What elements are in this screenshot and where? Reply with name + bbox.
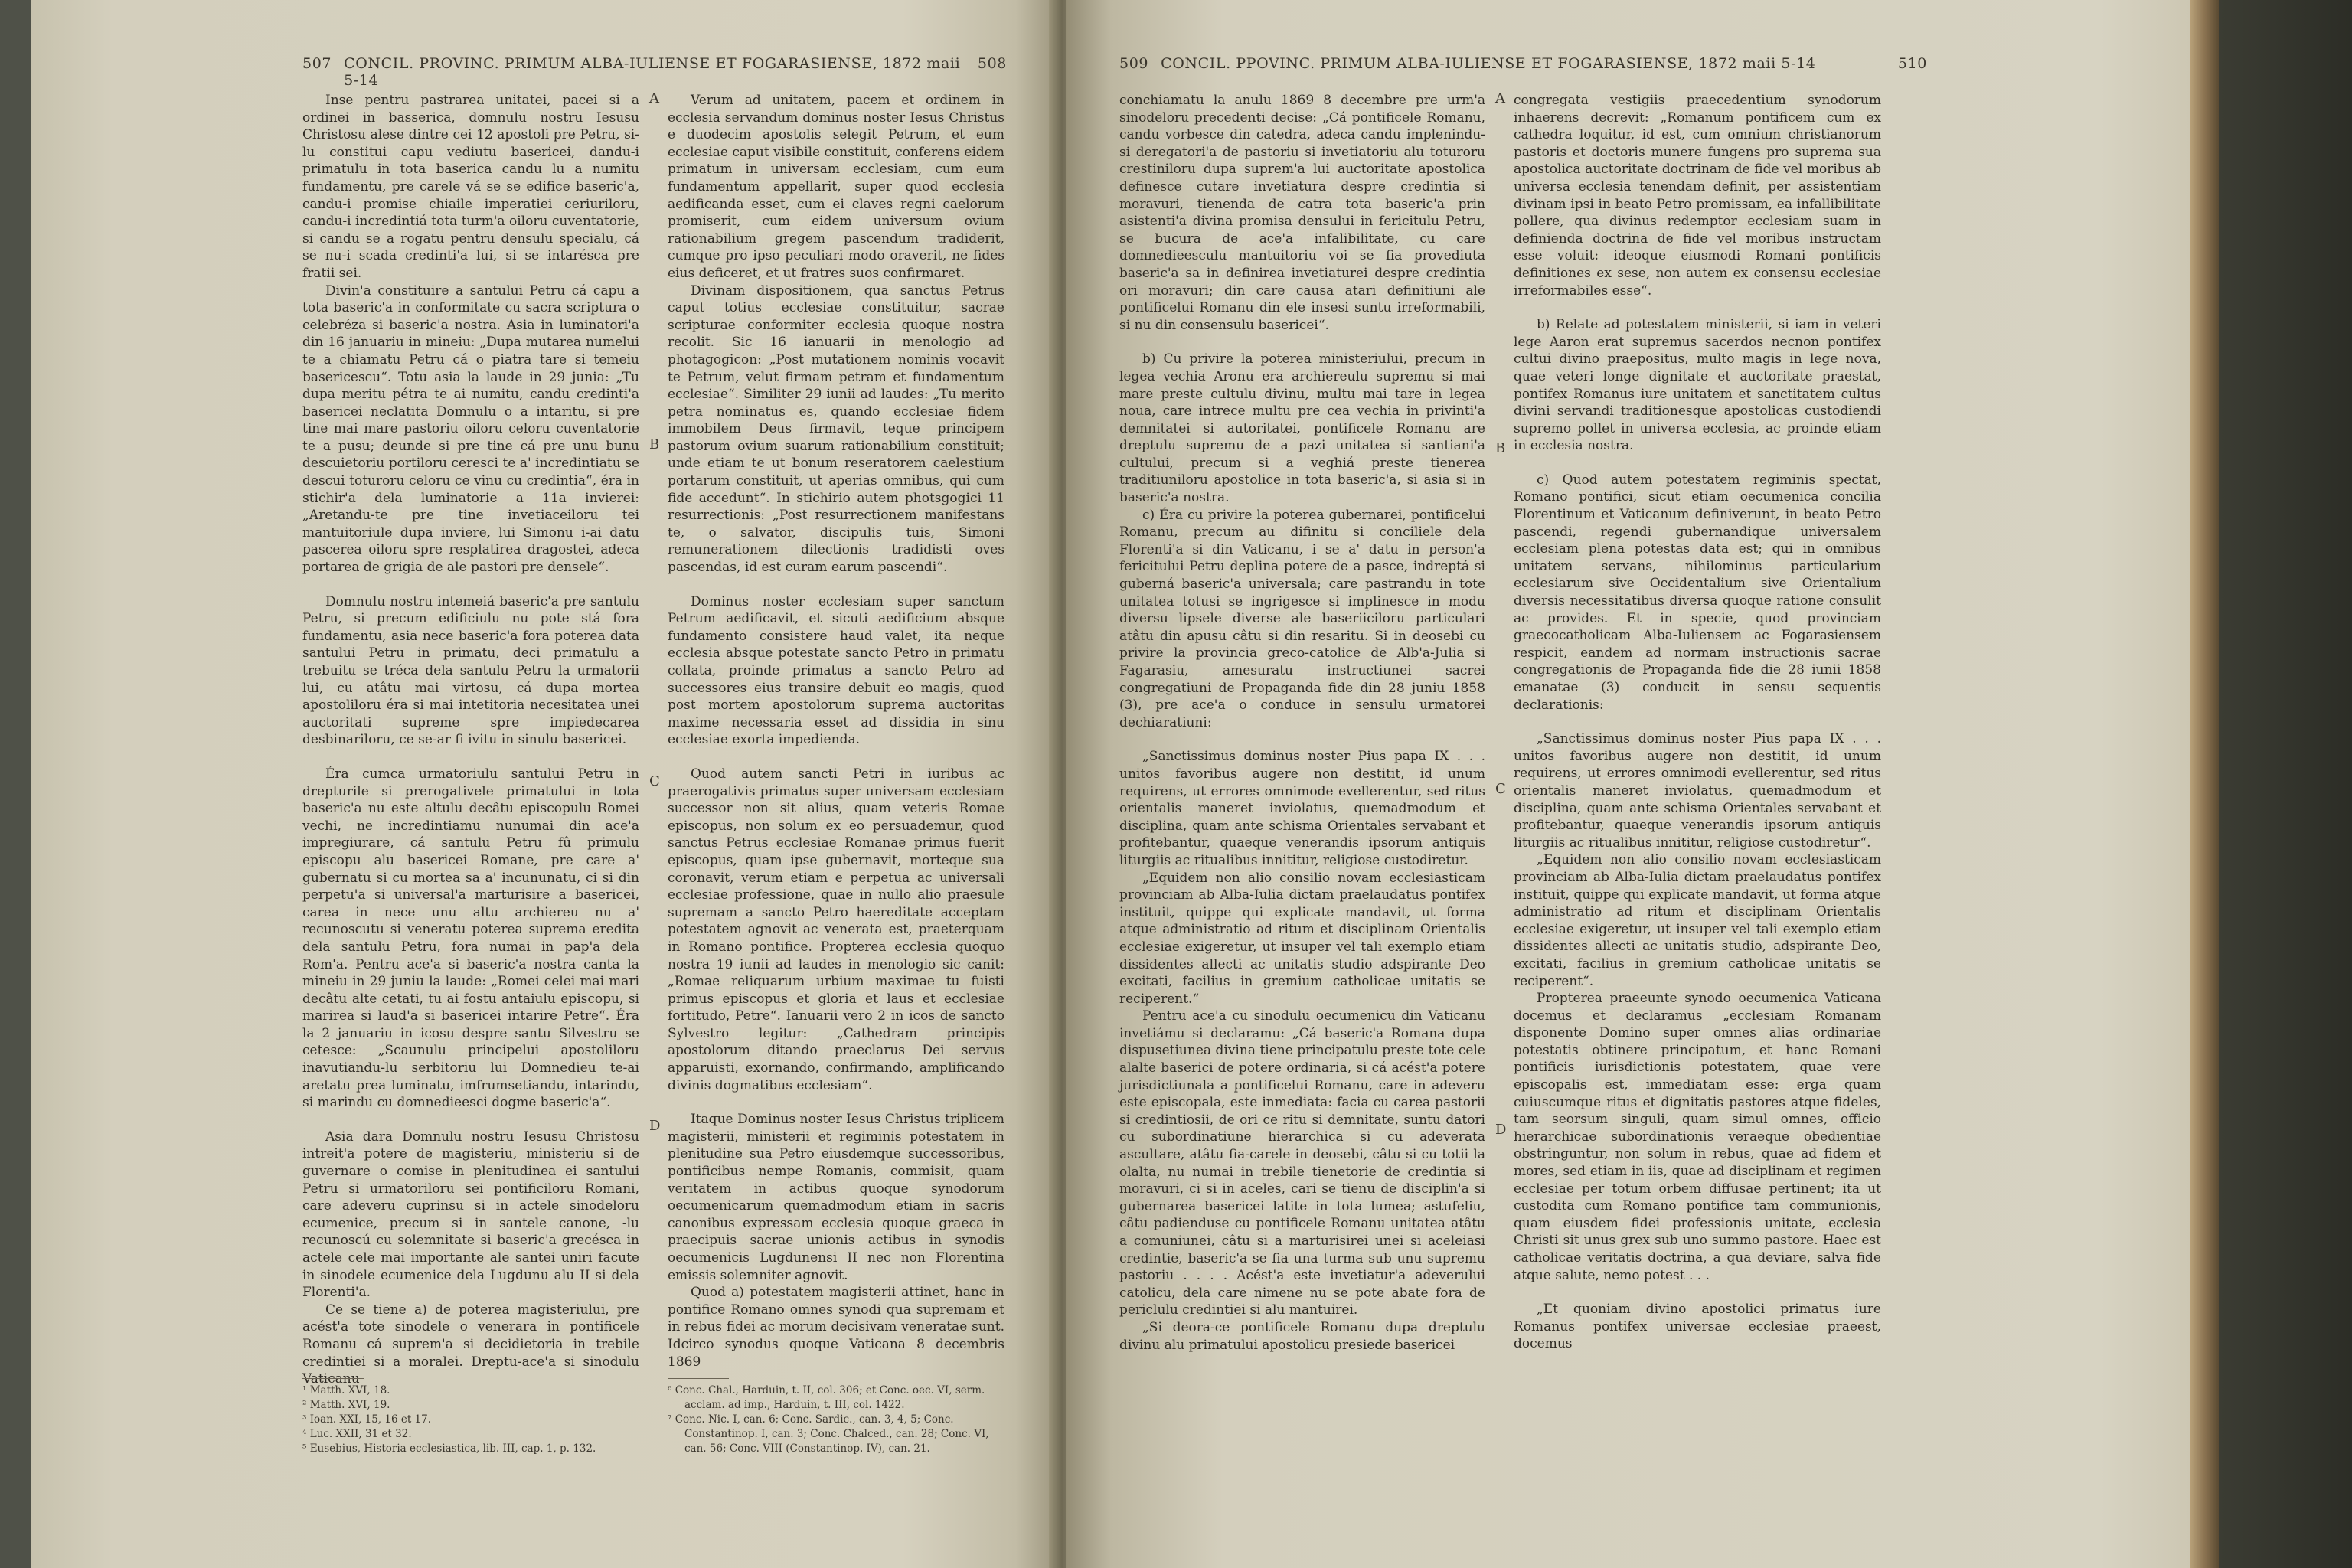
paragraph: c) Éra cu privire la poterea gubernarei, pontificelui Romanu, precum au difinitu si conciliele dela Florenti'a si din Vaticanu, i se a' datu in person'a fericitului Petru deplina potere de a pasce, indreptá si guberná baseric'a universala; care pastrandu in tote unitatea totusi se ingrigesce si implinesce in modu diversu lipsele diverse ale baseriiciloru particulari atâtu din apusu câtu si din resaritu. Si in deosebi cu privire la provincia greco-catolice de Alb'a-Julia si Fagarasiu, amesuratu instructiunei sacrei congregatiuni de Propaganda fide din 28 juniu 1858 (3), pre ace'a o conduce in sensulu urmatorei dechiaratiuni: — [1119, 507, 1485, 730]
margin-marker-d: D — [649, 1118, 661, 1134]
footnote: ² Matth. XVI, 19. — [302, 1399, 390, 1411]
margin-marker-a: A — [1495, 90, 1505, 106]
footnote: ⁶ Conc. Chal., Harduin, t. II, col. 306; et Conc. oec. VI, serm. acclam. ad imp., Harduin, t. III, col. 1422. — [668, 1384, 985, 1411]
margin-marker-b: B — [1495, 440, 1506, 456]
page-block-edge — [2190, 0, 2219, 1568]
paragraph: Dominus noster ecclesiam super sanctum Petrum aedificavit, et sicuti aedificium absque fundamento consistere haud valet, ita neque ecclesia absque potestate sancto Petro in primatu collata, proinde primatus a sancto Petro ad successores eius transire debuit eo magis, quod post mortem apostolorum suprema auctoritas maxime necessaria esset ad dissidia in sinu ecclesiae exorta impedienda. — [668, 593, 1004, 748]
paragraph: b) Cu privire la poterea ministeriului, precum in legea vechia Aronu era archiereulu supremu si mai mare preste cultulu divinu, multu mai tare in legea noua, care intrece multu pre cea vechia in privinti'a demnitatei si autoritatei, pontificele Romanu are dreptulu supremu de a pazi unitatea si santiani'a cultului, precum si a veghiá preste tienerea traditiuniloru apostolice in tota baseric'a, si asia si in baseric'a nostra. — [1119, 351, 1485, 506]
paragraph: Propterea praeeunte synodo oecumenica Vaticana docemus et declaramus „ecclesiam Romanam disponente Domino super omnes alias ordinariae potestatis obtinere principatum, et hanc Romani pontificis iurisdictionis potestatem, quae vere episcopalis est, immediatam esse: erga quam cuiuscumque ritus et dignitatis pastores atque fideles, tam seorsum singuli, quam simul omnes, officio hierarchicae subordinationis veraeque obedientiae obstringuntur, non solum in rebus, quae ad fidem et mores, sed etiam in iis, quae ad disciplinam et regimen ecclesiae per totum orbem diffusae pertinent; ita ut custodita cum Romano pontifice tam communionis, quam eiusdem fidei professionis unitate, ecclesia Christi sit unus grex sub uno summo pastore. Haec est catholicae veritatis doctrina, a qua deviare, salva fide atque salute, nemo potest . . . — [1514, 991, 1881, 1283]
paragraph: conchiamatu la anulu 1869 8 decembre pre urm'a sinodeloru precedenti decise: „Cá pontificele Romanu, candu vorbesce din catedra, adeca candu implenindu-si deregatori'a de pastoriu si invetiatoriu alu toturoru crestiniloru dupa suprem'a lui auctoritate apostolica definesce cutare invetiatura despre credintia si moravuri, tienenda de catra tota baseric'a prin asistenti'a divina promisa densului in fericitulu Petru, se bucura de ace'a infalibilitate, cu care domnedieesculu mantuitoriu voi se fia provediuta baseric'a sa in definirea invetiaturei despre credintia ori moravuri; din care causa atari definitiuni ale pontificelui Romanu din ele insesi suntu irreformabili, si nu din consensulu basericei“. — [1119, 93, 1485, 333]
right-running-title: CONCIL. PPOVINC. PRIMUM ALBA-IULIENSE ET FOGARASIENSE, 1872 maii 5-14 — [1161, 55, 1816, 72]
left-column-latin — [668, 92, 1004, 1370]
paragraph: Divinam dispositionem, qua sanctus Petrus caput totius ecclesiae constituitur, sacrae scripturae conformiter ecclesia quoque nostra recolit. Sic 16 ianuarii in menologio ad photagogicon: „Post mutationem nominis vocavit te Petrum, velut firmam petram et fundamentum ecclesiae“. Similiter 29 iunii ad laudes: „Tu merito petra nominatus es, quando ecclesiae fidem immobilem Deus firmavit, teque principem pastorum ovium suarum rationabilium constituit; unde etiam te ut bonum reseratorem caelestium portarum constituit, ut aperias omnibus, qui cum fide accedunt“. In stichirio autem photsgogici 11 resurrectionis: „Post resurrectionem manifestans te, o salvator, discipulis tuis, Simoni remunerationem dilectionis tradidisti oves pascendas, id est curam earum pascendi“. — [668, 283, 1004, 576]
right-column-romanian — [1119, 92, 1485, 1354]
footnote: ⁷ Conc. Nic. I, can. 6; Conc. Sardic., can. 3, 4, 5; Conc. Constantinop. I, can. 3; Conc. Chalced., can. 28; Conc. VI, can. 56; Conc. VIII (Constantinop. IV), can. 21. — [668, 1413, 989, 1455]
paragraph: Itaque Dominus noster Iesus Christus triplicem magisterii, ministerii et regiminis potestatem in plenitudine sua Petro eiusdemque successoribus, pontificibus nempe Romanis, commisit, quam veritatem in actibus quoque synodorum oecumenicarum quemadmodum etiam in sacris canonibus expressam ecclesia quoque graeca in praecipuis sacrae unionis actibus in synodis oecumenicis Lugdunensi II nec non Florentina emissis solemniter agnovit. — [668, 1112, 1004, 1283]
paragraph: „Sanctissimus dominus noster Pius papa IX . . . unitos favoribus augere non destitit, id unum requirens, ut errores omnimode evellerentur, sed ritus orientalis maneret inviolatus, quemadmodum et disciplina, quam ante schisma Orientales servabant et profitebantur, quaeque venerandis ipsorum antiquis liturgiis ac ritualibus innititur, religiose custodiretur. — [1119, 749, 1485, 868]
right-page-number-2: 510 — [1897, 55, 1927, 72]
paragraph: Pentru ace'a cu sinodulu oecumenicu din Vaticanu invetiámu si declaramu: „Cá baseric'a Romana dupa dispusetiunea divina tiene principatulu preste tote cele alalte baserici de potere ordinaria, si cá acést'a potere jurisdictiunala a pontificelui Romanu, care in adeveru este episcopala, este inmediata: facia cu carea pastorii si credintiosii, de ori ce ritu si demnitate, suntu datori cu subordinatiune hierarchica si cu adeverata ascultare, atâtu fia-carele in deosebi, câtu si cu totii la olalta, nu numai in trebile tienetorie de credintia si moravuri, ci si in aceles, cari se tienu de disciplin'a si gubernarea basericei latite in tota lumea; astufeliu, câtu padienduse cu pontificele Romanu unitatea atâtu a comuniunei, câtu si a marturisirei unei si aceleiasi credintie, baseric'a se fia una turma sub unu supremu pastoriu . . . . Acést'a este invetiatur'a adeverului catolicu, dela care nimene nu se pote abate fora de periclulu credintiei si alu mantuirei. — [1119, 1008, 1485, 1318]
paragraph: „Et quoniam divino apostolici primatus iure Romanus pontifex universae ecclesiae praeest, docemus — [1514, 1302, 1881, 1352]
footnote: ⁵ Eusebius, Historia ecclesiastica, lib. III, cap. 1, p. 132. — [302, 1442, 596, 1455]
right-page-number: 509 — [1119, 55, 1149, 72]
paragraph: „Si deora-ce pontificele Romanu dupa dreptulu divinu alu primatului apostolicu presiede basericei — [1119, 1319, 1485, 1353]
right-page — [1066, 0, 2190, 1568]
paragraph: b) Relate ad potestatem ministerii, si iam in veteri lege Aaron erat supremus sacerdos necnon pontifex cultui divino praepositus, multo magis in lege nova, quae veteri longe dignitate et auctoritate praestat, pontifex Romanus iure unitatem et sanctitatem cultus divini servandi traditionesque apostolicas custodiendi supremo pollet in universa ecclesia, ac proinde etiam in ecclesia nostra. — [1514, 317, 1881, 454]
footnote-rule — [302, 1378, 364, 1379]
paragraph: Quod a) potestatem magisterii attinet, hanc in pontifice Romano omnes synodi qua supremam et in rebus fidei ac morum decisivam veneratae sunt. Idcirco synodus quoque Vaticana 8 decembris 1869 — [668, 1285, 1004, 1370]
paragraph: Divin'a constituire a santului Petru cá capu a tota baseric'a in conformitate cu sacra scriptura o celebréza si baseric'a nostra. Asia in luminatori'a din 16 januariu in mineiu: „Dupa mutarea numelui te a chiamatu Petru cá o piatra tare si temeiu basericescu“. Totu asia la laude in 29 junia: „Tu dupa meritu pétra te ai numitu, candu credinti'a basericei neclatita Domnulu o a intaritu, si pre tine mai mare pastoriu oiloru celoru cuventatorie te a pusu; deunde si pre tine cá pre unu bunu descuietoriu portiloru ceresci te a' incredintiatu se descui toturoru celoru ce vinu cu credintia“, éra in stichir'a dela luminatorie a 11a invierei: „Aretandu-te pre tine invetiaceiloru tei mantuitoriule dupa inviere, lui Simonu i-ai datu pascerea oiloru spre resplatirea dragostei, adeca portarea de grigia de ale pastori pre densele“. — [302, 283, 639, 576]
left-running-title: CONCIL. PROVINC. PRIMUM ALBA-IULIENSE ET FOGARASIENSE, 1872 maii 5-14 — [344, 55, 961, 89]
paragraph: c) Quod autem potestatem regiminis spectat, Romano pontifici, sicut etiam oecumenica concilia Florentinum et Vaticanum definiverunt, in beato Petro pascendi, regendi gubernandique universalem ecclesiam plena potestas data est; qui in omnibus unitatem servans, nihilominus particularium ecclesiarum sive Occidentalium sive Orientalium diversis necessitatibus diversa quoque ratione consulit ac provides. Et in specie, quod provinciam graecocatholicam Alba-Iuliensem ac Fogarasiensem respicit, eandem ad normam instructionis sacrae congregationis de Propaganda fide die 28 iunii 1858 emanatae (3) conducit in sensu sequentis declarationis: — [1514, 472, 1881, 713]
left-column-romanian — [302, 92, 639, 1388]
paragraph: „Equidem non alio consilio novam ecclesiasticam provinciam ab Alba-Iulia dictam praelaudatus pontifex instituit, quippe qui explicate mandavit, ut forma atque administratio ad ritum et disciplinam Orientalis ecclesiae exigeretur, ut insuper vel tali exemplo etiam dissidentes allecti ac unitatis studio adspirante Deo excitati, facilius in gremium catholicae unitatis se reciperent.“ — [1119, 870, 1485, 1007]
right-column-latin — [1514, 92, 1881, 1353]
paragraph: Asia dara Domnulu nostru Iesusu Christosu intreit'a potere de magisteriu, ministeriu si de guvernare o comise in plenitudinea ei santului Petru si urmatoriloru sei pontificiloru Romani, care adeveru cuprinsu si in actele sinodeloru ecumenice, precum si in santele canone, -lu recunoscú cu solemnitate si baseric'a grecésca in actele cele mai importante ale santei uniri facute in sinodele ecumenice dela Lugdunu alu II si dela Florenti'a. — [302, 1129, 639, 1301]
footnote-rule — [668, 1378, 729, 1379]
left-footnotes-latin — [668, 1378, 1004, 1456]
footnote: ¹ Matth. XVI, 18. — [302, 1384, 390, 1396]
footnote: ³ Ioan. XXI, 15, 16 et 17. — [302, 1413, 432, 1426]
left-running-head — [302, 55, 1007, 89]
margin-marker-a: A — [649, 90, 659, 106]
left-page-number-2: 508 — [977, 55, 1007, 72]
paragraph: Éra cumca urmatoriulu santului Petru in drepturile si prerogativele primatului in tota baseric'a nu este altulu decâtu episcopulu Romei vechi, ne incredintiamu nunumai din ace'a impregiurare, cá santulu Petru fû primulu episcopu alu basericei Romane, pre care a' gubernatu si cu mortea sa a' incununatu, ci si din perpetu'a si universal'a marturisire a basericei, carea in nece unu altu archiereu nu a' recunoscutu si veneratu poterea suprema eredita dela santulu Petru, fora numai in pap'a dela Rom'a. Pentru ace'a si baseric'a nostra canta la mineiu in 29 juniu la laude: „Romei celei mai mari decâtu alte cetati, tu ai fostu antaiulu episcopu, si marirea si laud'a si basericei intarire Petre“. Éra la 2 januariu in icosu despre santu Silvestru se cetesce: „Scaunulu principelui apostoliloru inavutiandu-lu serbitoriu lui Domnedieu te-ai aretatu prea luminatu, imfrumsetiandu, intarindu, si marindu cu domnedieesci dogme baseric'a“. — [302, 766, 639, 1111]
book-cover-right — [2219, 0, 2352, 1568]
margin-marker-d: D — [1495, 1122, 1507, 1138]
footnote: ⁴ Luc. XXII, 31 et 32. — [302, 1428, 412, 1440]
left-page-number: 507 — [302, 55, 332, 72]
paragraph: Quod autem sancti Petri in iuribus ac praerogativis primatus super universam ecclesiam successor non sit alius, quam veteris Romae episcopus, non solum ex eo persuademur, quod sanctus Petrus ecclesiae Romanae primus fuerit episcopus, quam ipse gubernavit, morteque sua coronavit, verum etiam e perpetua ac universali ecclesiae professione, quae in nullo alio praesule supremam a sancto Petro haereditate acceptam potestatem agnovit ac venerata est, praeterquam in Romano pontifice. Propterea ecclesia quoquo nostra 19 iunii ad laudes in menologio sic canit: „Romae reliquarum urbium maximae tu fuisti primus episcopus et gloria et laus et ecclesiae fortitudo, Petre“. Ianuarii vero 2 in icos de sancto Sylvestro legitur: „Cathedram principis apostolorum ditando praeclarus Dei servus apparuisti, exornando, confirmando, amplificando divinis dogmatibus ecclesiam“. — [668, 766, 1004, 1093]
paragraph: Ce se tiene a) de poterea magisteriului, pre acést'a tote sinodele o venerara in pontificele Romanu cá suprem'a si decidietoria in trebile credintiei si a moralei. Dreptu-ace'a si sinodulu Vaticanu — [302, 1302, 639, 1387]
paragraph: congregata vestigiis praecedentium synodorum inhaerens decrevit: „Romanum pontificem cum ex cathedra loquitur, id est, cum omnium christianorum pastoris et doctoris munere fungens pro suprema sua apostolica auctoritate doctrinam de fide vel moribus ab universa ecclesia tenendam definit, per assistentiam divinam ipsi in beato Petro promissam, ea infallibilitate pollere, qua divinus redemptor ecclesiam suam in definienda doctrina de fide vel moribus instructam esse voluit: ideoque eiusmodi Romani pontificis definitiones ex sese, non autem ex consensu ecclesiae irreformabiles esse“. — [1514, 93, 1881, 299]
left-page — [31, 0, 1057, 1568]
paragraph: Verum ad unitatem, pacem et ordinem in ecclesia servandum dominus noster Iesus Christus e duodecim apostolis selegit Petrum, et eum ecclesiae caput visibile constituit, conferens eidem primatum in universam ecclesiam, cum eum fundamentum appellarit, super quod ecclesia aedificanda esset, cum ei claves regni caelorum promiserit, cum eidem universum ovium rationabilium gregem pascendum tradiderit, cumque pro ipso peculiari modo oraverit, ne fides eius deficeret, et ut fratres suos confirmaret. — [668, 93, 1004, 281]
margin-marker-c: C — [1495, 781, 1506, 797]
left-footnotes-romanian — [302, 1378, 639, 1456]
paragraph: „Sanctissimus dominus noster Pius papa IX . . . unitos favoribus augere non destitit, id unum requirens, ut errores omnimodi evellerentur, sed ritus orientalis maneret inviolatus, quemadmodum et disciplina, quam ante schisma Orientales servabant et profitebantur, quaeque venerandis ipsorum antiquis liturgiis ac ritualibus innititur, religiose custodiretur“. — [1514, 731, 1881, 851]
right-running-head — [1119, 55, 1927, 78]
paragraph: „Equidem non alio consilio novam ecclesiasticam provinciam ab Alba-Iulia dictam praelaudatus pontifex instituit, quippe qui explicate mandavit, ut forma atque administratio ad ritum et disciplinam Orientalis ecclesiae exigeretur, ut insuper vel tali exemplo etiam dissidentes allecti ac unitatis studio, adspirante Deo, excitati, facilius in gremium catholicae unitatis se reciperent“. — [1514, 852, 1881, 989]
margin-marker-c: C — [649, 773, 660, 789]
margin-marker-b: B — [649, 436, 660, 452]
paragraph: Inse pentru pastrarea unitatei, pacei si a ordinei in basserica, domnulu nostru Iesusu Christosu alese dintre cei 12 apostoli pre Petru, si-lu constitui capu vediutu basericei, dandu-i primatulu in tota baserica candu lu a numitu fundamentu, pre carele vá se se edifice baseric'a, candu-i promise chiaile imperatiei ceriuriloru, candu-i incredintiá tota turm'a oiloru cuventatorie, si candu se a rogatu pentru densulu specialu, cá se nu-i scada credinti'a lui, si se intarésca pre fratii sei. — [302, 93, 639, 281]
paragraph: Domnulu nostru intemeiá baseric'a pre santulu Petru, si precum edificiulu nu pote stá fora fundamentu, asia nece baseric'a fora poterea data santului Petru in primatu, deci primatulu a trebuitu se tréca dela santulu Petru la urmatorii lui, cu atâtu mai virtosu, cá dupa mortea apostoliloru éra si mai intetitoria necesitatea unei auctoritati supreme spre impiedecarea desbinariloru, ce se-ar fi ivitu in sinulu basericei. — [302, 593, 639, 748]
